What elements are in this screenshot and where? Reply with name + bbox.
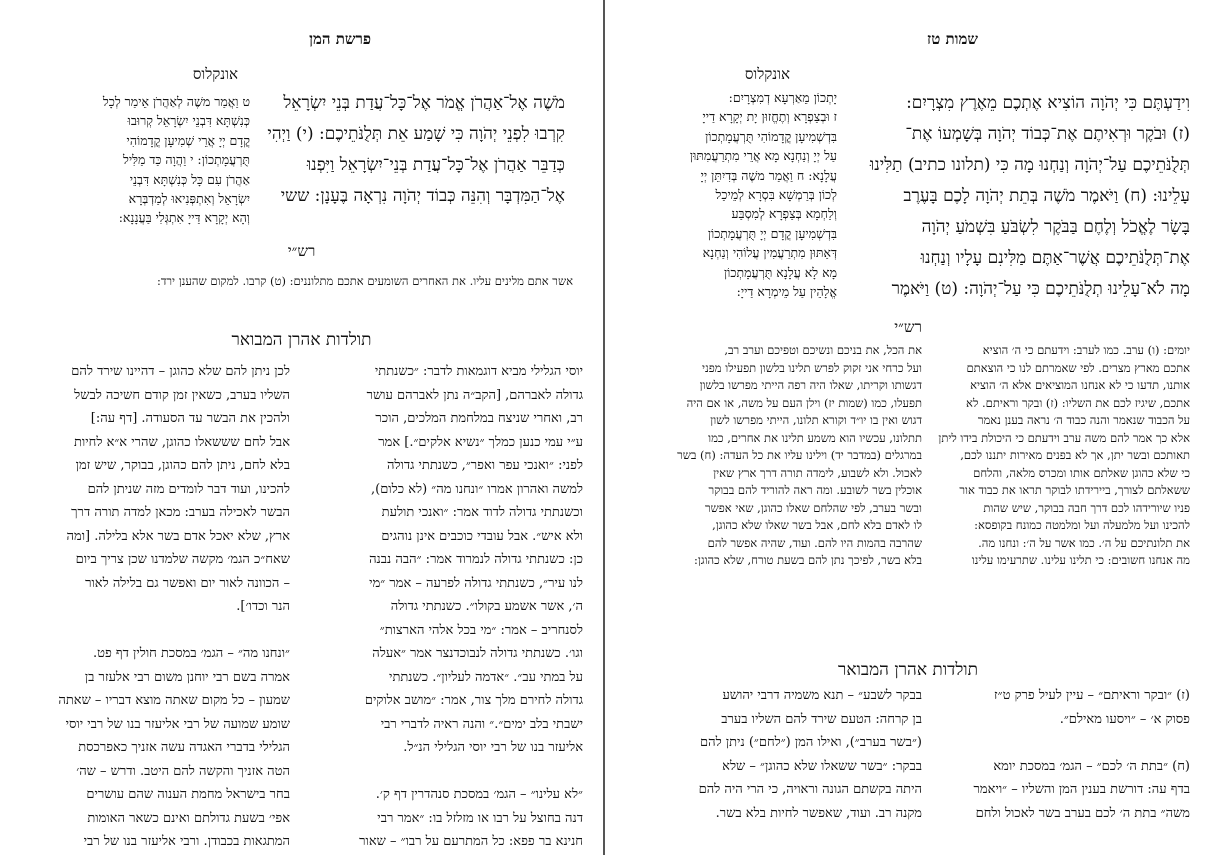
text-line: תתלונו, עכשיו הוא משמע תלינו את אחרים, כמו [708,430,922,445]
text-line: להכינו, ועוד דבר לומדים מזה שניתן להם [87,481,290,497]
text-line: המתגאות בכבודן. ורבי אליעזר בנו של רבי [83,834,290,849]
text-line: על במתי עב״. ״אדמה לעליון״. כשנתתי [389,669,583,685]
text-line: אותנו, תדעו כי לא אנחנו המוציאים אלא ה׳ הוציא [970,378,1190,392]
text-line: לו לאדם בלא לחם, אבל בשר שאלו שלא כהוגן, [712,518,922,532]
page-header: שמות טז [927,30,978,48]
text-line: בן קרחה: הטעם שירד להם השליו בערב [721,711,922,727]
text-line: יוסי הגלילי מביא דוגמאות לדבר: ״כשנתתי [374,364,583,379]
text-line: למשה ואהרון אמרו ״ונחנו מה״ (לא כלום), [370,481,583,497]
rashi-title: רש״י [287,242,316,260]
text-line: ״ונחנו מה״ – הגמ׳ במסכת חולין דף פט. [92,646,290,661]
text-line: קִרְבוּ לִפְנֵי יְהֹוָה כִּי שָׁמַע אֵת תְּלֻנֹּתֵיכֶם: (י) וַיְהִי [267,124,565,144]
toldot-title: תולדות אהרן המבואר [231,330,372,350]
onkelos-text [20,92,250,228]
text-line: הטה אזניך והקשה להם היטב. ודרש – שה׳ [76,763,290,779]
text-line: קֳדָם יְיָ אֲרֵי שְׁמִיעָן קֳדָמוֹהִי [126,132,250,148]
text-line: דנה בחוצל על רבו או מזלזל בו: ״אמר רבי [377,810,583,826]
text-line: בלא בשר, לפיכך נתן להם בשעת טורח, שלא כהוגן: [693,553,922,567]
text-line: היתה בקשתם הגונה וראויה, כי הרי היה להם [698,782,922,797]
text-line: משה״ בתת ה׳ לכם בערב בשר לאכול ולחם [975,805,1190,821]
text-line: אַהֲרֹן עִם כָּל כְּנִשְׁתָּא דִּבְנֵי [129,171,250,187]
text-line: לְכוֹן בְּרַמְשָׁא בִּסְרָא לְמֵיכַל [715,187,837,203]
text-line: ״לא עלינו״ – הגמ׳ במסכת סנהדרין דף ק׳. [375,787,583,802]
text-line: ולהכין את הבשר עד הסעודה. [דף עה:] [90,411,290,426]
text-line: שאח״כ הגמ׳ מקשה שלמדנו שכן צריך ביום [75,552,290,567]
text-line: לסנחריב – אמר: ״מי בכל אלהי הארצות״ [379,622,583,638]
text-line: (ז) ״ובקר וראיתם״ – עיין לעיל פרק ט״ז [994,688,1190,703]
text-line: רב, ואחרי שניצח במלחמת המלכים, הוכר [375,411,583,426]
text-line: אוכלין בשר לשובע. ומה ראה להוריד להם בבוקר [708,483,922,497]
text-line: ישבתי בלב ימים״.״ והנה ראיה לדברי רבי [380,716,583,732]
text-line: יָתְכוֹן מֵאַרְעָא דְמִצְרָיִם: [728,90,837,105]
text-line: (ח) ״בתת ה׳ לכם״ – הגמ׳ במסכת יומא [993,758,1190,774]
text-line [920,731,1190,755]
commentary-column-left [20,360,290,854]
text-line: אליעזר בנו של רבי יוסי הגלילי הנ״ל. [403,740,583,755]
text-line: בִּדְשְׁמִיעָן קֳדָם יְיָ תֻּרְעֲמָתְכוֹן [707,225,837,241]
text-line: השליו בערב, כשאין זמן קודם חשיכה לבשל [74,387,290,403]
text-line: אלא כך אמר להם משה ערב וידעתם כי היכולת בידו ליתן [938,430,1190,445]
text-line: ע״י עמי כנען כמלך ״נשיא אלקים״.] אמר [378,434,583,450]
text-line: – הכוונה לאור יום ואפשר גם בלילה לאור [85,575,290,591]
text-line: הנר וכדו׳]. [236,599,290,614]
text-line: לפני: ״ואנכי עפר ואפר״, כשנתתי גדולה [386,458,583,473]
text-line: אתכם, שיגיז לכם את השליו: (ז) ובקר וראיתם. לא [966,395,1190,410]
text-line: ששאלתם לצורך, ביירידתו לבוקר תראו את כבוד אור [959,483,1190,497]
torah-text [835,88,1190,305]
text-line: יִשְׂרָאֵל וְאִתְפְּנִיאוּ לְמַדְבְּרָא [128,191,250,207]
commentary-column-left [652,684,922,825]
commentary-column-right [920,684,1190,825]
right-page [606,0,1210,855]
text-line: ובשר בערב, לפי שהלחם שאלו כהוגן, שאי אפשר [704,500,922,515]
text-line: בדף עה: דורשת בענין המן והשליו – ״ויאמר [973,782,1190,797]
page-header: פרשת המן [309,30,371,48]
text-line: תאותכם ובשר יתן, אך לא בפנים מאירות יתננו לכם, [960,448,1190,462]
text-line: ז וּבְצַפְרָא וְתֶחֱזוּן יָת יְקָרָא דַייָ [702,109,837,125]
text-line: את הכל, את בניכם ונשיכם וטפיכם וערב רב, [724,343,922,357]
text-line: הגלילי בדברי האגדה עשה אזניך כאפרכסת [78,740,290,755]
book-spine [603,0,605,855]
rashi-text [23,273,573,291]
text-line: ועל כרחי אני זקוק לפרש תלינו בלשון תפעילו מפני [702,360,922,375]
toldot-title: תולדות אהרן המבואר [838,660,978,680]
text-line: הבשר לאכילה בערב: מכאן למדה תורה דרך [71,505,290,520]
text-line: אפי׳ בשעת גדולתם ואינם כשאר האומות [87,810,290,826]
text-line: תְּלֻנֹּתֵיכֶם עַל־יְהֹוָה וְנַחְנוּ מָה כִּי (תלונו כתיב) תַלִּינוּ [869,155,1190,175]
text-line: וְלַחְמָא בְּצַפְרָא לְמִסְבַּע [731,206,837,222]
text-line: אבל לחם שששאלו כהוגן, שהרי א״א לחיות [74,434,290,450]
text-line: אשר אתם מלינים עליו. את האחרים השומעים אתכם מתלוננים: (ט) קרבו. למקום שהענן ירד: [157,274,573,288]
text-line: עָלֵינוּ: (ח) וַיֹּאמֶר מֹשֶׁה בְּתֵת יְהֹוָה לָכֶם בָּעֶרֶב [903,186,1190,206]
text-line: בחר בישראל מחמת הענוה שהם עושרים [86,787,290,802]
text-line: דגוש ואין בו יו״ד וקורא תלונו, הייתי מפרשו לשון [710,413,922,427]
text-line: ה׳, אשר אשמע בקולו״. כשנתתי גדולה [390,599,583,614]
text-line: מה אנחנו חשובים: כי תלינו עלינו. שתרעימו עלינו [971,553,1190,567]
onkelos-text [652,88,837,301]
text-line: ולא איש״. אבל עובדי כוכבים אינן נוהגים [381,528,583,544]
text-line: כי שלא כהוגן שאלתם אותו ומכרס מלאה, והלחם [973,465,1190,480]
text-line: דְּאַתּוּן מִתְרַעֲמִין עֲלוֹהִי וְנַחְנָא [702,245,837,261]
text-line [313,760,583,784]
text-line: שומע שמועה של רבי אליעזר בנו של רבי יוסי [65,716,290,732]
text-line: אֱלָהֵין עַל מֵימְרָא דַייָ: [736,284,837,300]
text-line: חנינא בר פפא: כל המתרעם על רבו״ – שאור [359,834,583,849]
text-line: שמעון – כל מקום שאתה מוצא דבריו – שאתה [58,693,290,708]
text-line: אמרה בשם רבי יוחנן משום רבי אלעזר בן [84,669,290,685]
text-line: וכשנתתי גדולה לדוד אמר: ״ואנכי תולעת [381,505,583,520]
text-line: גדולה לאברהם, [הקב״ה נתן לאברהם עושר [366,387,583,403]
text-line: בבקר: ״בשר ששאלו שלא כהוגן״ – שלא [722,758,922,774]
text-line: כְּדַבֵּר אַהֲרֹן אֶל־כָּל־עֲדַת בְּנֵי־יִשְׂרָאֵל וַיִּפְנוּ [306,155,565,175]
text-line: מקנה רב. ועוד, שאפשר לחיות בלא בשר. [715,805,922,821]
text-line: מָה לֹא־עָלֵינוּ תְלֻנֹּתֵיכֶם כִּי עַל־יְהֹוָה: (ט) וַיֹּאמֶר [891,279,1190,299]
text-line: בִּדְשְׁמִיעָן קֳדָמוֹהִי תֻּרְעֲמָתְכוֹן [705,128,837,144]
text-line: פניו שיורידהו לכם דרך חבה בבוקר, שיש שהות [983,500,1190,515]
text-line: בלא לחם, ניתן להם כהוגן, בבוקר, שיש זמן [75,458,290,473]
commentary-column-right [313,360,583,854]
text-line: תפעלו, כמו (שמות יז) וילן העם על משה, או אם היה [686,395,922,410]
text-line: אֶל־הַמִּדְבָּר וְהִנֵּה כְּבוֹד יְהֹוָה נִרְאָה בֶּעָנָן: ששי [280,186,565,206]
text-line: תֻּרְעֲמָתְכוֹן: י וַהֲוָה כַּד מַלִּיל [122,152,250,168]
text-line: מֹשֶׁה אֶל־אַהֲרֹן אֱמֹר אֶל־כָּל־עֲדַת בְּנֵי יִשְׂרָאֵל [283,93,565,113]
text-line: ט וַאֲמַר משֶׁה לְאַהֲרֹן אֵימַר לְכָל [102,94,250,109]
rashi-title: רש״י [894,318,922,336]
text-line: אֶת־תְּלֻנֹּתֵיכֶם אֲשֶׁר־אַתֶּם מַלִּינִם עָלָיו וְנַחְנוּ [920,248,1190,268]
onkelos-title: אונקלוס [744,65,790,83]
left-page [0,0,603,855]
text-line: יומים: (ו) ערב. כמו לערב: וידעתם כי ה׳ הוציא [982,343,1190,357]
text-line: את תלונתיכם על ה׳. כמו אשר על ה׳: ונחנו מה. [978,535,1190,550]
text-line: עֲלָנָא: ח וַאֲמַר משֶׁה בְּדִיִתֵּן יְיָ [700,167,837,183]
text-line: דגשותו וקריתו, שאלו היה רפה הייתי מפרשו בלשון [699,378,922,392]
text-line: כְּנִשְׁתָּא דִּבְנֵי יִשְׂרָאֵל קְרוּבוּ [127,113,250,129]
text-line: כן: כשנתתי גדולה לנמרוד אמר: ״הבה נבנה [369,552,583,567]
text-line: לנו עיר״, כשנתתי גדולה לפרעה – אמר ״מי [369,575,583,591]
text-line: גדולה לחירם מלך צור, אמר: ״מושב אלוקים [364,693,583,708]
rashi-column-right [912,342,1190,570]
text-line: על הכבוד שנאמר והנה כבוד ה׳ נראה בענן נאמר [977,413,1190,427]
text-line: וִידַעְתֶּם כִּי יְהֹוָה הוֹצִיא אֶתְכֶם מֵאֶרֶץ מִצְרָיִם: [906,93,1190,113]
text-line: בבקר לשבע״ – תנא משמיה דרבי יהושע [722,688,922,703]
text-line: (״בשר בערב״), ואילו המן (״לחם״) ניתן להם [700,735,922,750]
onkelos-title: אונקלוס [192,65,238,83]
text-line: ארץ, שלא יאכל אדם בשר אלא בלילה. [ומה [66,528,290,544]
text-line: מָא לָא עֲלָנָא תֻּרְעֲמָתְכוֹן [723,264,837,280]
text-line: לאכול. ולא לשבוע, לימדה תורה דרך ארץ שאין [713,465,922,480]
text-line: אתכם מארץ מצרים. לפי שאמרתם לנו כי הוצאתם [966,360,1190,375]
text-line: לכן ניתן להם שלא כהוגן – דהיינו שירד להם [71,364,290,379]
rashi-column-left [652,342,922,570]
text-line: בָּשָׂר לֶאֱכֹל וְלֶחֶם בַּבֹּקֶר לִשְׂבֹּעַ בִּשְׁמֹעַ יְהֹוָה [921,217,1190,237]
torah-text [240,88,565,212]
text-line: וגו׳. כשנתתי גדולה לנבוכדנצר אמר ״אעלה [372,646,583,661]
text-line: שהרבה בהמות היו להם. ועוד, שהיה אפשר להם [707,535,922,550]
text-line: עַל יְיָ וְנַחְנָא מָא אֲרֵי מִתְרַעֲמִתּוּן [689,148,837,164]
text-line: במרגלים (במדבר יד) וילינו עליו את כל העדה: (ח) בשר [677,448,922,462]
text-line: וְהָא יְקָרָא דַּייָ אִתְגְּלִי בַּעֲנָנָא: [118,210,250,226]
text-line: להכינו ועל מלמעלה ועל ומלמטה כמונח בקופסא: [974,518,1190,532]
text-line [20,619,290,643]
text-line: פסוק א׳ – ״ויסעו מאילם״. [1059,711,1190,727]
text-line: (ז) וּבֹקֶר וּרְאִיתֶם אֶת־כְּבוֹד יְהֹוָה בְּשָׁמְעוֹ אֶת־ [905,124,1190,144]
